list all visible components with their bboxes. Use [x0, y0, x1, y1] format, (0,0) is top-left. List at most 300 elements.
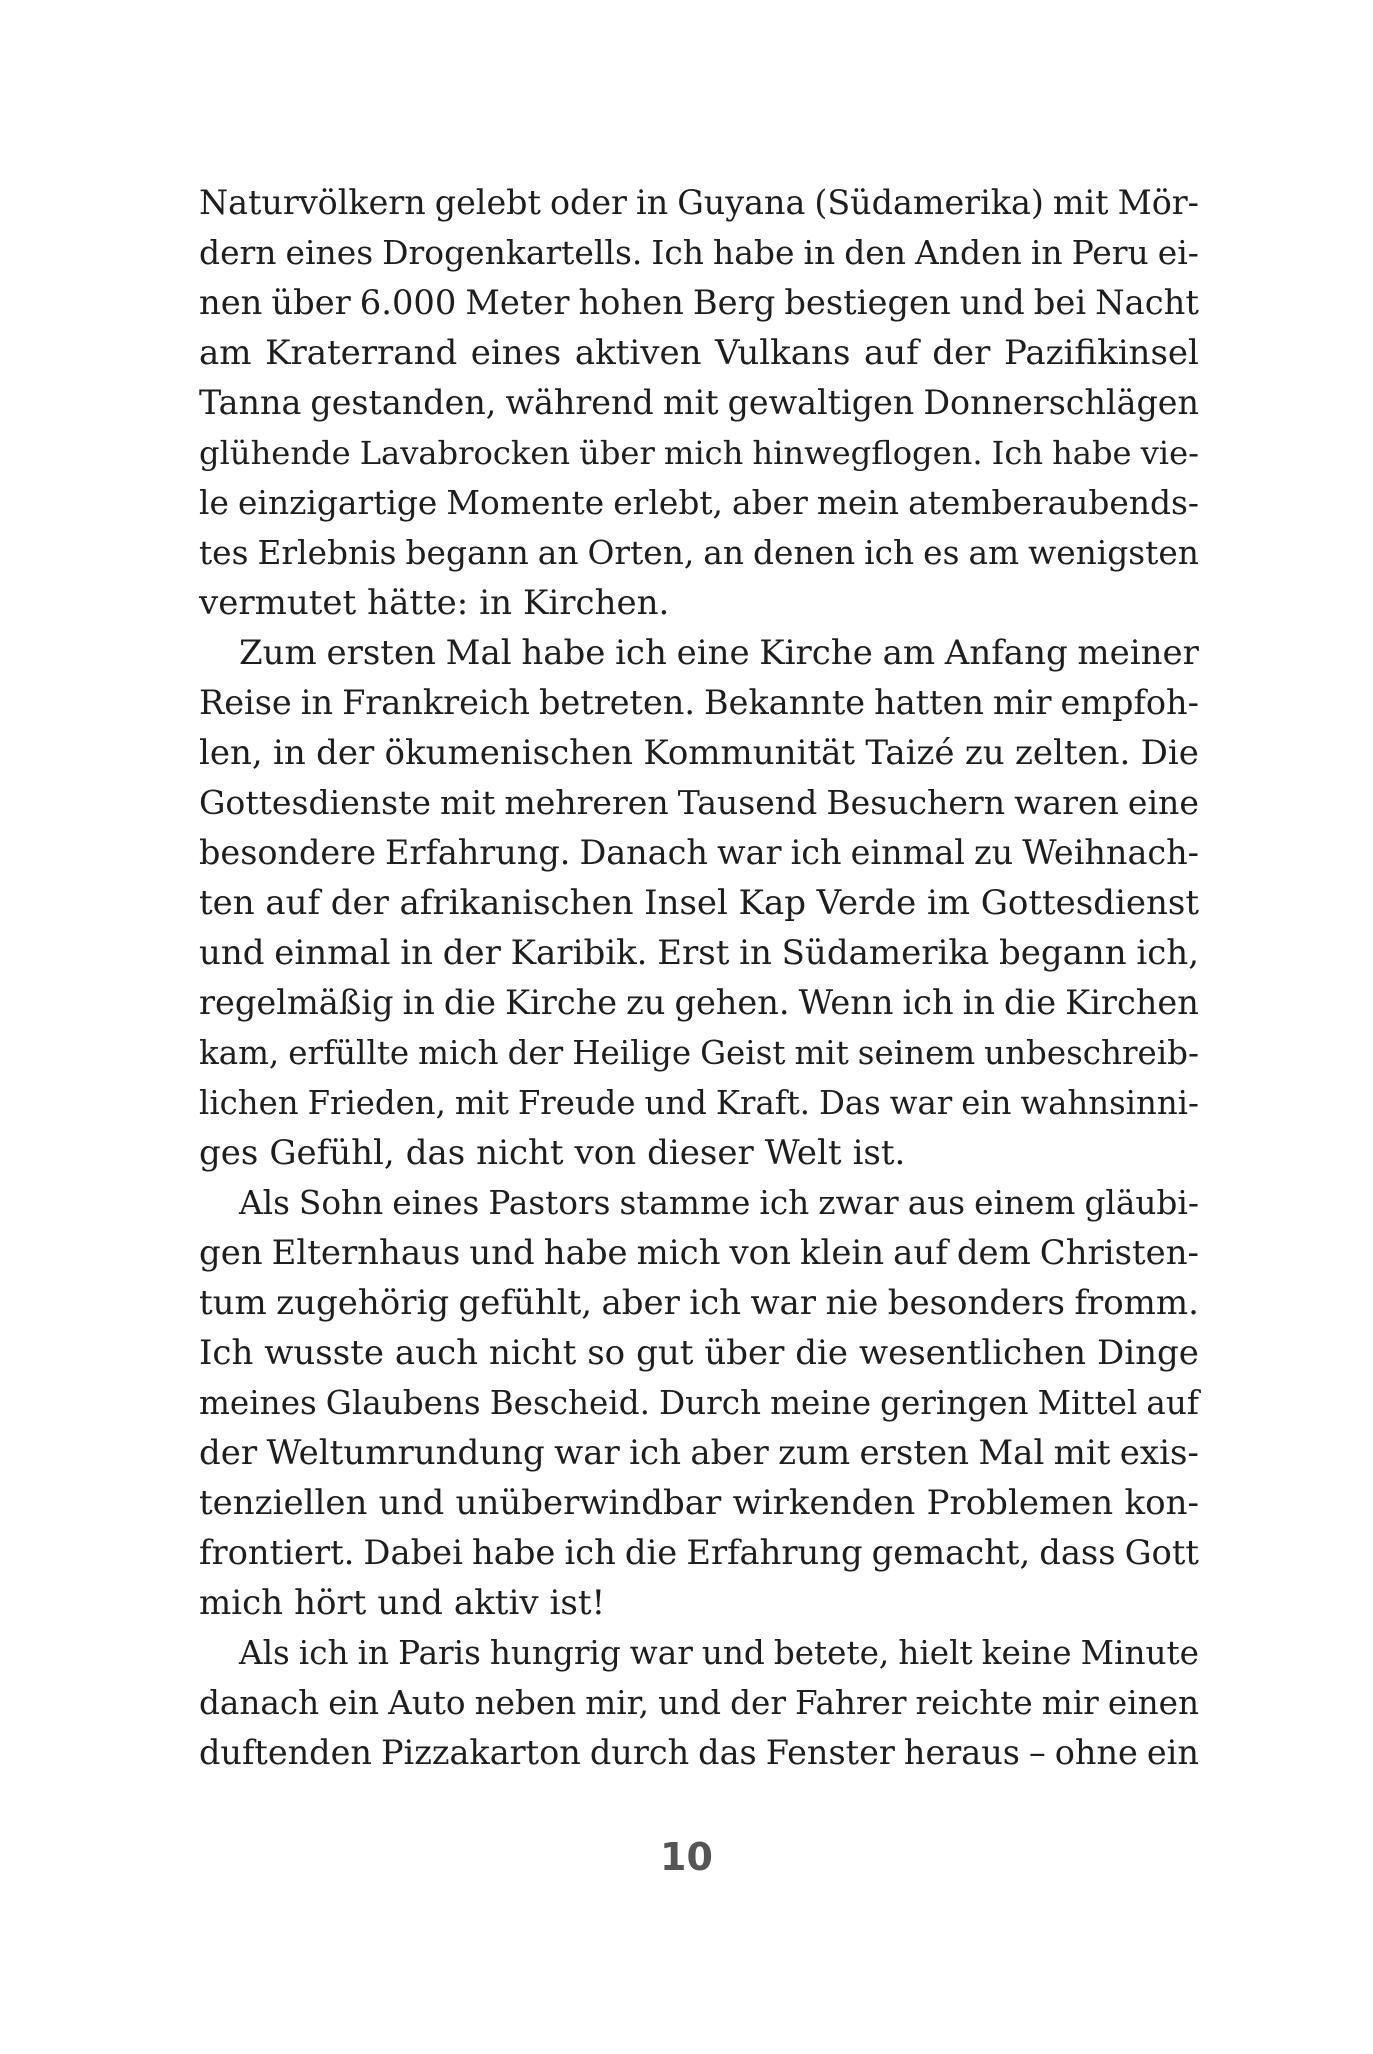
word: war: [750, 1283, 817, 1323]
word: Mittel: [1037, 1384, 1138, 1422]
word: mir: [992, 683, 1052, 722]
word: Problemen: [926, 1483, 1114, 1523]
word: zu: [626, 983, 666, 1022]
word: mit: [794, 1034, 849, 1072]
word: während: [505, 383, 654, 422]
word: der: [199, 1433, 258, 1473]
word: eine: [676, 633, 750, 673]
word: begann: [405, 534, 529, 572]
word: mit: [662, 383, 719, 422]
word: Bescheid.: [489, 1384, 650, 1422]
word: Kirche: [759, 633, 873, 673]
word: nie: [825, 1283, 879, 1323]
word: in: [962, 983, 995, 1022]
text-line: [199, 1178, 1199, 1228]
word: betreten.: [539, 683, 696, 722]
word: Geist: [700, 1034, 786, 1072]
word: reichte: [915, 1684, 1033, 1722]
word: Drogenkartells.: [382, 233, 643, 272]
word: Anfang: [944, 633, 1068, 673]
word: bestiegen: [784, 283, 951, 322]
word: dieser: [647, 1133, 754, 1173]
word: Ich: [199, 1333, 254, 1373]
word: ei-: [1157, 233, 1199, 272]
word: ich: [689, 1283, 742, 1323]
text-line: [199, 628, 1199, 678]
word: Pazifikinsel: [1004, 333, 1199, 373]
word: Mal: [445, 633, 512, 673]
text-line: [199, 878, 1199, 928]
word: Pizzakarton: [380, 1733, 581, 1772]
word: Gefühl,: [269, 1133, 395, 1173]
word: auf: [1146, 1384, 1199, 1422]
text-line: [199, 178, 1199, 228]
word: ges: [199, 1133, 259, 1173]
word: le: [199, 484, 229, 522]
word: über: [579, 434, 655, 472]
word: meines: [199, 1384, 317, 1422]
word: Weihnach-: [1022, 833, 1199, 872]
word: Taizé: [865, 733, 955, 773]
word: Auto: [388, 1684, 466, 1722]
word: habe: [713, 233, 795, 272]
word: besonders: [887, 1283, 1065, 1323]
word: und: [377, 1583, 443, 1623]
word: erlebt,: [613, 484, 723, 522]
text-line: [199, 378, 1199, 428]
word: bei: [1033, 283, 1087, 322]
word: Kommunität: [643, 733, 856, 773]
word: einzigartige: [238, 484, 438, 522]
word: in: [273, 733, 306, 773]
word: in: [402, 983, 435, 1022]
text-line: [199, 1028, 1199, 1078]
word: auch: [394, 1333, 479, 1373]
word: im: [926, 883, 971, 923]
word: dass: [1039, 1533, 1116, 1572]
word: betete,: [773, 1634, 890, 1672]
word: duftenden: [199, 1733, 372, 1772]
word: in: [803, 233, 836, 272]
text-line: [199, 828, 1199, 878]
text-line: [199, 1578, 1199, 1628]
text-line: [199, 478, 1199, 528]
word: den: [844, 233, 906, 272]
word: so: [587, 1333, 626, 1373]
word: wesentlichen: [858, 1333, 1087, 1373]
word: zu: [964, 733, 1005, 773]
word: oder: [549, 183, 627, 222]
word: Verde: [816, 883, 917, 923]
word: Christen-: [1039, 1233, 1199, 1272]
word: wahnsinni-: [1020, 1084, 1199, 1122]
word: in: [357, 1634, 390, 1672]
text-line: [199, 428, 1199, 478]
word: am: [882, 633, 936, 673]
word: ich,: [1136, 933, 1199, 973]
word: Glaubens: [325, 1384, 481, 1422]
word: einen: [1107, 1684, 1199, 1722]
word: Elternhaus: [271, 1233, 461, 1272]
body-text: [199, 178, 1199, 1778]
word: ich: [759, 1184, 810, 1222]
word: 6.000: [359, 283, 457, 322]
word: eine: [1127, 783, 1199, 822]
word: zugehörig: [276, 1283, 450, 1323]
text-line: [199, 1328, 1199, 1378]
word: Fahrer: [795, 1684, 907, 1722]
word: hatten: [874, 683, 984, 722]
word: Berg: [692, 283, 776, 322]
word: glühende: [199, 434, 351, 472]
word: Kirchen.: [523, 583, 670, 623]
word: in: [300, 683, 334, 722]
word: Kraft.: [715, 1084, 810, 1122]
word: fromm.: [1074, 1283, 1199, 1323]
word: ein: [1146, 1733, 1199, 1772]
word: war: [716, 833, 782, 872]
text-line: [199, 928, 1199, 978]
word: in: [400, 933, 434, 973]
word: Erlebnis: [257, 534, 397, 572]
word: Peru: [1071, 233, 1149, 272]
word: Gott: [1124, 1533, 1199, 1572]
word: Heilige: [572, 1034, 692, 1072]
text-line: [199, 1228, 1199, 1278]
word: aber: [601, 1283, 680, 1323]
word: heraus: [903, 1733, 1020, 1772]
word: aktiven: [574, 333, 702, 373]
word: gläubi-: [1084, 1184, 1199, 1222]
word: mit: [1052, 183, 1109, 222]
word: einmal: [274, 933, 391, 973]
word: Zum: [239, 633, 317, 673]
word: eines: [285, 233, 374, 272]
word: Ich: [651, 233, 705, 272]
word: Dinge: [1096, 1333, 1199, 1373]
word: über: [271, 283, 351, 322]
word: Meter: [465, 283, 570, 322]
word: Frieden,: [307, 1084, 446, 1122]
word: war: [629, 1634, 693, 1672]
word: Lavabrocken: [359, 434, 571, 472]
word: dem: [956, 1233, 1031, 1272]
word: Gottesdienst: [980, 883, 1199, 923]
word: in: [636, 183, 669, 222]
word: in: [479, 583, 513, 623]
word: ich: [564, 1533, 616, 1572]
word: eines: [470, 333, 562, 373]
word: zwar: [818, 1184, 899, 1222]
word: afrikanischen: [399, 883, 634, 923]
word: aber: [732, 484, 808, 522]
word: klein: [799, 1233, 885, 1272]
word: Als: [239, 1634, 290, 1672]
word: nen: [199, 283, 263, 322]
text-line: [199, 1078, 1199, 1128]
word: Weltumrundung: [266, 1433, 545, 1473]
word: Südamerika: [781, 933, 990, 973]
word: denen: [753, 534, 856, 572]
word: Tausend: [677, 783, 818, 822]
word: mir,: [585, 1684, 650, 1722]
word: Erst: [657, 933, 730, 973]
word: der: [330, 883, 389, 923]
word: Anden: [915, 233, 1022, 272]
word: aus: [907, 1184, 966, 1222]
word: Naturvölkern: [199, 183, 426, 222]
word: gefühlt,: [458, 1283, 593, 1323]
text-line: [199, 278, 1199, 328]
word: gestanden,: [310, 383, 497, 422]
text-line: [199, 328, 1199, 378]
word: war: [554, 1433, 620, 1473]
word: und: [469, 1233, 535, 1272]
word: und: [644, 1084, 707, 1122]
word: gewaltigen: [727, 383, 915, 422]
text-line: [199, 1128, 1199, 1178]
word: Orten,: [587, 534, 695, 572]
word: Kap: [738, 883, 806, 923]
word: mein: [816, 484, 900, 522]
page-number: 10: [660, 1835, 713, 1879]
word: der: [730, 1684, 786, 1722]
word: der: [932, 333, 991, 373]
word: Als: [239, 1184, 290, 1222]
word: Die: [1140, 733, 1199, 773]
word: Dabei: [363, 1533, 463, 1572]
word: Insel: [644, 883, 728, 923]
word: mich: [199, 1583, 284, 1623]
word: aber: [690, 1433, 769, 1473]
text-line: [199, 1478, 1199, 1528]
word: tenziellen: [199, 1483, 368, 1523]
word: danach: [199, 1684, 320, 1722]
word: wenigsten: [1028, 534, 1199, 572]
text-line: [199, 228, 1199, 278]
word: Momente: [446, 484, 605, 522]
word: frontiert.: [199, 1533, 355, 1572]
word: hielt: [898, 1634, 973, 1672]
word: ist.: [852, 1133, 906, 1173]
word: waren: [1014, 783, 1119, 822]
text-line: [199, 1428, 1199, 1478]
word: Nacht: [1095, 283, 1199, 322]
word: empfoh-: [1060, 683, 1199, 722]
word: mit: [1053, 1433, 1111, 1473]
word: Gottesdienste: [199, 783, 431, 822]
word: neben: [474, 1684, 577, 1722]
word: zelten.: [1014, 733, 1131, 773]
word: mit: [454, 1084, 509, 1122]
word: über: [704, 1333, 785, 1373]
word: an: [703, 534, 744, 572]
word: hätte:: [367, 583, 469, 623]
word: Minute: [1080, 1634, 1199, 1672]
word: mich: [663, 434, 744, 472]
word: meine: [770, 1384, 872, 1422]
text-line: [199, 1378, 1199, 1428]
word: ich: [298, 1634, 349, 1672]
word: habe: [543, 1233, 628, 1272]
word: wusste: [264, 1333, 384, 1373]
word: erfüllte: [288, 1034, 410, 1072]
word: hinwegflogen.: [752, 434, 983, 472]
word: ich: [864, 534, 915, 572]
text-line: [199, 728, 1199, 778]
word: ist!: [549, 1583, 606, 1623]
word: ersten: [326, 633, 436, 673]
word: tes: [199, 534, 249, 572]
word: hohen: [578, 283, 684, 322]
word: zu: [974, 833, 1014, 872]
word: stamme: [619, 1184, 751, 1222]
word: Besuchern: [826, 783, 1006, 822]
word: kam,: [199, 1034, 280, 1072]
text-line: [199, 578, 1199, 628]
word: die: [443, 983, 496, 1022]
word: auf: [893, 1233, 948, 1272]
word: Tanna: [199, 383, 302, 422]
word: Das: [818, 1084, 881, 1122]
word: das: [405, 1133, 466, 1173]
word: mich: [636, 1233, 721, 1272]
word: mir: [1041, 1684, 1099, 1722]
word: gut: [636, 1333, 694, 1373]
word: Erfahrung.: [385, 833, 571, 872]
text-line: [199, 978, 1199, 1028]
word: ich: [629, 1433, 681, 1473]
word: Donnerschlägen: [923, 383, 1199, 422]
word: die: [624, 1533, 678, 1572]
word: gelebt: [434, 183, 541, 222]
word: die: [795, 1333, 849, 1373]
word: und: [378, 1483, 445, 1523]
word: Mör-: [1117, 183, 1199, 222]
word: ökumenischen: [384, 733, 634, 773]
word: war: [889, 1084, 953, 1122]
word: besondere: [199, 833, 376, 872]
word: Kirche: [504, 983, 618, 1022]
word: es: [923, 534, 960, 572]
word: und: [959, 283, 1025, 322]
word: Sohn: [298, 1184, 384, 1222]
word: ohne: [1054, 1733, 1138, 1772]
word: wirkenden: [732, 1483, 916, 1523]
word: Erfahrung: [686, 1533, 863, 1572]
word: Freude: [517, 1084, 636, 1122]
word: mit: [440, 783, 496, 822]
word: ich: [615, 633, 667, 673]
word: len,: [199, 733, 263, 773]
word: und: [199, 933, 265, 973]
word: am: [968, 534, 1020, 572]
word: mehreren: [504, 783, 669, 822]
word: auf: [863, 333, 919, 373]
word: tum: [199, 1283, 267, 1323]
text-line: [199, 678, 1199, 728]
word: kon-: [1124, 1483, 1199, 1523]
word: Mal: [978, 1433, 1045, 1473]
text-line: [199, 1728, 1199, 1778]
word: die: [1004, 983, 1057, 1022]
word: gehen.: [674, 983, 790, 1022]
word: dern: [199, 233, 277, 272]
word: Kraterrand: [265, 333, 458, 373]
word: regelmäßig: [199, 983, 394, 1022]
word: habe: [1052, 434, 1132, 472]
word: einem: [974, 1184, 1076, 1222]
word: hört: [294, 1583, 367, 1623]
word: Danach: [579, 833, 708, 872]
word: ein: [961, 1084, 1012, 1122]
word: lichen: [199, 1084, 299, 1122]
word: Bekannte: [704, 683, 866, 722]
word: das: [698, 1733, 757, 1772]
word: gemacht,: [871, 1533, 1031, 1572]
word: eines: [392, 1184, 480, 1222]
word: nicht: [488, 1333, 577, 1373]
word: zum: [778, 1433, 851, 1473]
word: Frankreich: [342, 683, 530, 722]
text-line: [199, 1628, 1199, 1678]
word: an: [537, 534, 579, 572]
word: von: [574, 1133, 637, 1173]
word: und: [701, 1634, 765, 1672]
word: –: [1028, 1733, 1046, 1772]
word: hungrig: [489, 1634, 621, 1672]
word: Fenster: [765, 1733, 895, 1772]
word: gen: [199, 1233, 263, 1272]
word: aktiv: [453, 1583, 539, 1623]
word: Karibik.: [510, 933, 648, 973]
word: begann: [998, 933, 1127, 973]
word: Vulkans: [715, 333, 851, 373]
word: ein: [328, 1684, 380, 1722]
word: geringen: [880, 1384, 1029, 1422]
word: seinem: [857, 1034, 976, 1072]
word: nicht: [476, 1133, 564, 1173]
word: ten: [199, 883, 255, 923]
word: Welt: [764, 1133, 842, 1173]
word: keine: [981, 1634, 1072, 1672]
word: und: [658, 1684, 722, 1722]
word: Pastors: [488, 1184, 611, 1222]
word: vermutet: [199, 583, 357, 623]
word: meiner: [1077, 633, 1199, 673]
text-line: [199, 528, 1199, 578]
word: der: [507, 1034, 564, 1072]
word: Kirchen: [1065, 983, 1199, 1022]
word: der: [442, 933, 501, 973]
word: durch: [589, 1733, 690, 1772]
word: habe: [471, 1533, 556, 1572]
word: ich: [790, 833, 842, 872]
word: Wenn: [798, 983, 894, 1022]
word: habe: [521, 633, 606, 673]
word: in: [1030, 233, 1063, 272]
text-line: [199, 778, 1199, 828]
text-line: [199, 1278, 1199, 1328]
word: atemberaubends-: [908, 484, 1199, 522]
word: der: [316, 733, 375, 773]
word: mich: [418, 1034, 499, 1072]
word: Ich: [991, 434, 1044, 472]
word: ersten: [859, 1433, 970, 1473]
word: vie-: [1140, 434, 1199, 472]
word: Reise: [199, 683, 292, 722]
word: einmal: [850, 833, 965, 872]
